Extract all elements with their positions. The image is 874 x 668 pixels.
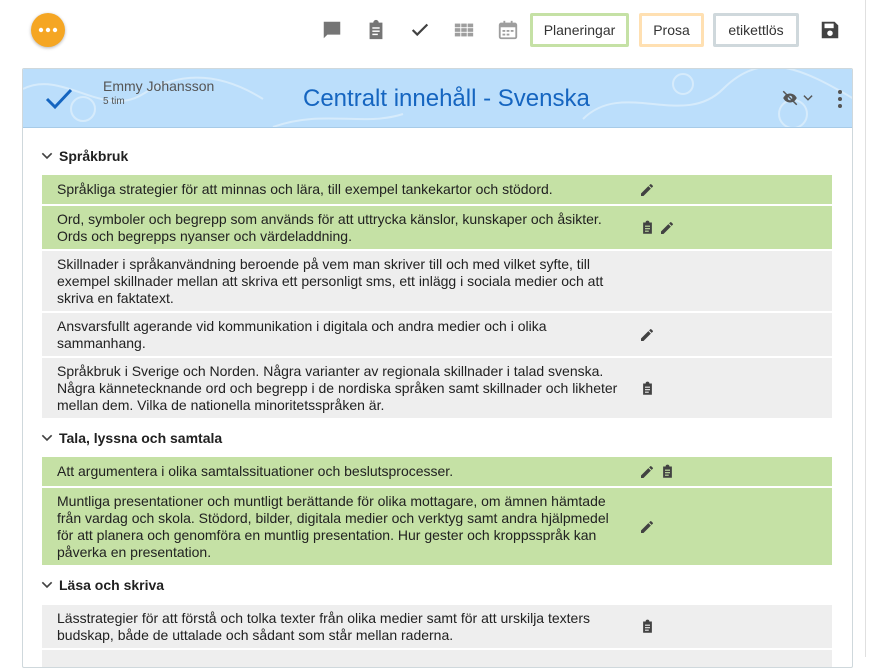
more-vertical-icon	[835, 89, 845, 109]
more-button[interactable]	[31, 13, 65, 47]
chip-label: Planeringar	[543, 22, 616, 38]
content-card	[22, 68, 853, 668]
section-title: Språkbruk	[59, 148, 129, 164]
item-text: Språkbruk i Sverige och Norden. Några varianter av regionala skillnader i talad svenska. Några kännetecknande ord och begrepp i de nordiska språken samt skillnader och likheter mellan dem. Vilka de nationella minoritetsspråken är.	[57, 362, 618, 413]
chip-planeringar[interactable]	[530, 13, 629, 47]
chip-label: Prosa	[653, 22, 690, 38]
list-item[interactable]	[42, 206, 832, 249]
check-icon	[409, 19, 431, 41]
pencil-icon[interactable]	[638, 518, 656, 536]
list-item-partial[interactable]	[42, 650, 832, 668]
list-item[interactable]	[42, 313, 832, 356]
chevron-down-icon	[39, 148, 55, 164]
list-item[interactable]	[42, 457, 832, 486]
pencil-icon[interactable]	[658, 219, 676, 237]
pencil-icon[interactable]	[638, 463, 656, 481]
list-item[interactable]	[42, 251, 832, 311]
chip-label: etikettlös	[728, 22, 784, 38]
clipboard-icon[interactable]	[638, 379, 656, 397]
item-text: Ansvarsfullt agerande vid kommunikation i digitala och andra medier och i olika sammanhang.	[57, 317, 547, 351]
list-item[interactable]	[42, 358, 832, 418]
toolbar	[0, 0, 874, 62]
chip-prosa[interactable]	[639, 13, 704, 47]
card-title: Centralt innehåll - Svenska	[303, 85, 590, 112]
item-text: Ord, symboler och begrepp som används för att uttrycka känslor, kunskaper och åsikter. Ords och begrepps nyanser och värdeladdning.	[57, 210, 602, 244]
list-item[interactable]	[42, 605, 832, 648]
grid-button[interactable]	[452, 18, 476, 42]
clipboard-button[interactable]	[364, 18, 388, 42]
chevron-down-icon	[801, 91, 815, 105]
comment-button[interactable]	[320, 18, 344, 42]
item-text: Skillnader i språkanvändning beroende på vem man skriver till och med vilket syfte, till exempel skillnader mellan att skriva ett personligt sms, ett inlägg i sociala medier och att skriva en faktatext.	[57, 255, 604, 306]
scroll-edge	[865, 0, 874, 657]
item-text: Muntliga presentationer och muntligt berättande för olika mottagare, om ämnen hämtade från vardag och skola. Stödord, bilder, digitala medier och verktyg samt andra hjälpmedel för att planera och genomföra en muntlig presentation. Hur gester och kroppsspråk kan påverka en presentation.	[57, 492, 609, 560]
item-text: Lässtrategier för att förstå och tolka texter från olika medier samt för att urskilja texters budskap, både de uttalade och sådant som står mellan raderna.	[57, 609, 590, 643]
clipboard-icon[interactable]	[638, 219, 656, 237]
chevron-down-icon	[39, 430, 55, 446]
section-lasa-skriva[interactable]	[39, 575, 164, 595]
post-age: 5 tim	[103, 96, 125, 107]
section-tala-lyssna[interactable]	[39, 428, 222, 448]
check-icon	[45, 87, 73, 111]
visibility-dropdown[interactable]	[781, 89, 815, 107]
more-icon	[38, 27, 58, 33]
list-item[interactable]	[42, 175, 832, 204]
list-item[interactable]	[42, 488, 832, 565]
chip-etikettlos[interactable]	[713, 13, 799, 47]
grid-icon	[453, 19, 475, 41]
save-icon	[819, 19, 841, 41]
clipboard-icon	[365, 19, 387, 41]
chevron-down-icon	[39, 577, 55, 593]
calendar-icon	[497, 19, 519, 41]
done-check-button[interactable]	[45, 87, 73, 116]
item-text: Språkliga strategier för att minnas och lära, till exempel tankekartor och stödord.	[57, 181, 553, 197]
clipboard-icon[interactable]	[638, 618, 656, 636]
card-header	[23, 69, 852, 128]
item-text: Att argumentera i olika samtalssituationer och beslutsprocesser.	[57, 463, 454, 479]
eye-off-icon	[781, 89, 799, 107]
comment-icon	[321, 19, 343, 41]
calendar-button[interactable]	[496, 18, 520, 42]
card-menu-button[interactable]	[835, 89, 845, 114]
pencil-icon[interactable]	[638, 181, 656, 199]
pencil-icon[interactable]	[638, 326, 656, 344]
check-button[interactable]	[408, 18, 432, 42]
section-title: Läsa och skriva	[59, 577, 165, 593]
clipboard-icon[interactable]	[658, 463, 676, 481]
save-button[interactable]	[818, 18, 842, 42]
section-sprakbruk[interactable]	[39, 146, 128, 166]
section-title: Tala, lyssna och samtala	[59, 430, 223, 446]
author-name: Emmy Johansson	[103, 78, 215, 94]
